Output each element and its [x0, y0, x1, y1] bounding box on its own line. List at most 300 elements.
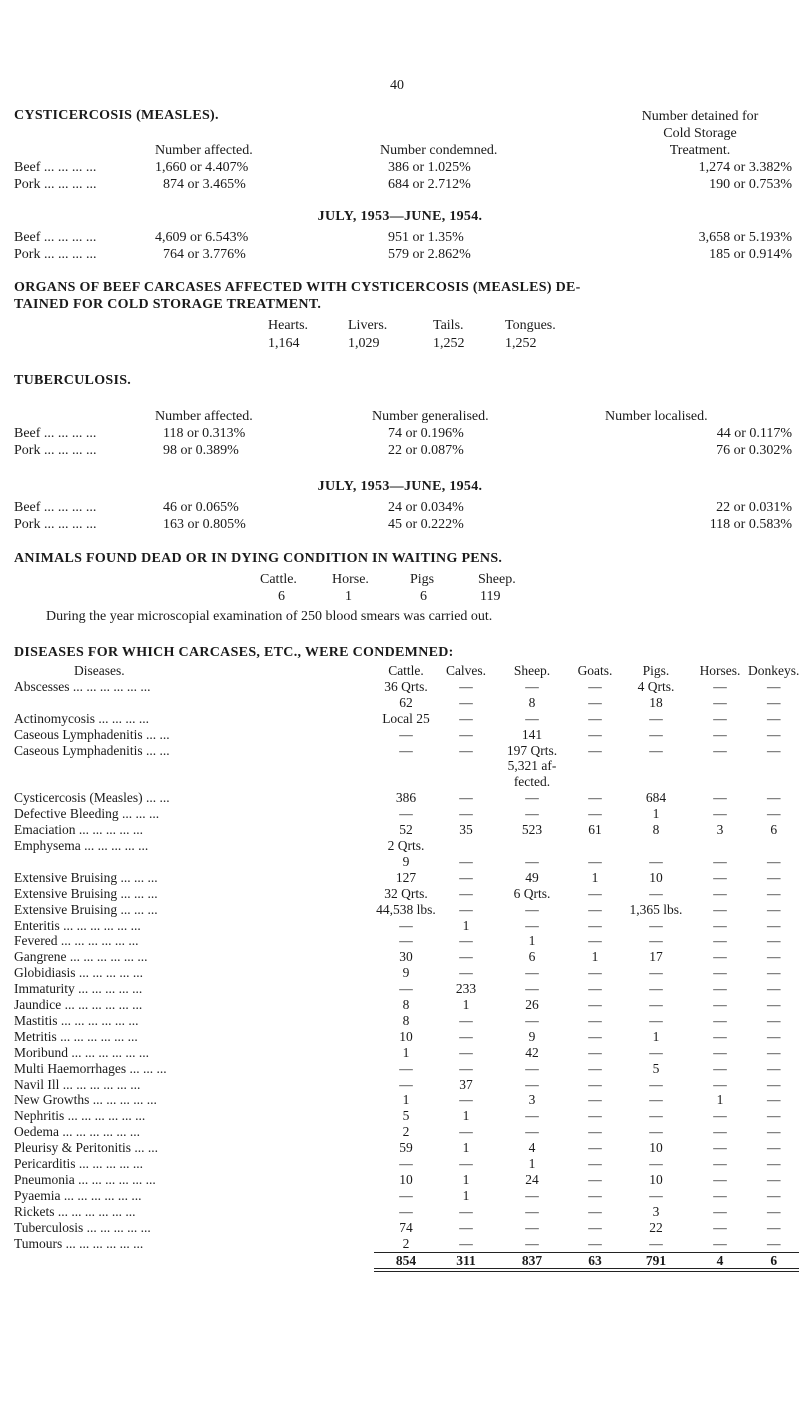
disease-value-cell: — [713, 949, 727, 965]
disease-value-cell: 6 [770, 822, 778, 838]
disease-value-cell [748, 838, 799, 854]
disease-value-cell: — [766, 1044, 781, 1060]
disease-value-cell: — [399, 1203, 413, 1219]
disease-value-cell: — [459, 869, 473, 885]
organ-label: Tongues. [505, 318, 556, 333]
table-row [14, 774, 799, 790]
disease-value-cell: — [399, 1076, 413, 1092]
disease-value-cell: — [459, 853, 473, 869]
cysticercosis-heading: CYSTICERCOSIS (MEASLES). [14, 108, 219, 123]
disease-value-cell: 1 [528, 1156, 536, 1172]
table-row [14, 711, 799, 727]
disease-value-cell: — [649, 726, 663, 742]
disease-value-cell [692, 838, 748, 854]
disease-value-cell [692, 774, 748, 790]
disease-value-cell: — [588, 1172, 602, 1187]
disease-value-cell: — [588, 1012, 602, 1028]
disease-value-cell: — [588, 1028, 602, 1044]
disease-value-cell: — [588, 1124, 602, 1140]
disease-value-cell: 74 [399, 1219, 413, 1235]
col-detained-3: Treatment. [669, 143, 731, 158]
table-row [14, 1172, 799, 1188]
disease-value-cell: 37 [459, 1076, 473, 1092]
disease-name-cell: Navil Ill ... ... ... ... ... ... [14, 1076, 141, 1092]
table-row [14, 870, 799, 886]
disease-value-cell: — [459, 678, 473, 694]
col-detained-2: Cold Storage [663, 126, 737, 141]
disease-value-cell: — [713, 981, 727, 997]
disease-name-cell: Tuberculosis ... ... ... ... ... [14, 1219, 151, 1235]
disease-value-cell: — [766, 1140, 781, 1156]
disease-name-cell: Caseous Lymphadenitis ... ... [14, 726, 170, 742]
row-detained: 185 or 0.914% [709, 247, 792, 262]
disease-value-cell: — [459, 1219, 473, 1235]
table-row [14, 790, 799, 806]
disease-value-cell: Sheep. [513, 663, 551, 678]
disease-value-cell: 36 Qrts. [384, 678, 428, 694]
disease-value-cell: 22 [649, 1219, 663, 1235]
disease-value-cell: — [399, 806, 413, 822]
disease-value-cell: — [588, 965, 602, 981]
table-row [14, 1077, 799, 1093]
disease-value-cell: 1 [591, 949, 599, 965]
disease-value-cell: 42 [525, 1044, 539, 1060]
disease-value-cell: 10 [649, 869, 663, 885]
disease-value-cell: — [525, 1124, 539, 1140]
row-generalised: 45 or 0.222% [388, 517, 464, 532]
row-affected: 764 or 3.776% [163, 247, 246, 262]
blood-smear-note: During the year microscopial examination of 250 blood smears was carried out. [46, 609, 493, 624]
row-generalised: 74 or 0.196% [388, 426, 464, 441]
disease-value-cell: — [459, 1156, 473, 1172]
disease-value-cell: — [588, 1044, 602, 1060]
disease-name-cell: Multi Haemorrhages ... ... ... [14, 1060, 167, 1076]
disease-value-cell: — [588, 901, 602, 917]
table-row [14, 1220, 799, 1236]
disease-value-cell: 1 [402, 1092, 410, 1108]
disease-value-cell [748, 758, 799, 774]
disease-value-cell [570, 758, 620, 774]
disease-value-cell: — [713, 917, 727, 933]
table-row [14, 1061, 799, 1077]
disease-value-cell: — [766, 1076, 781, 1092]
table-row [14, 1156, 799, 1172]
disease-value-cell: 9 [402, 853, 410, 869]
disease-value-cell: — [713, 1235, 727, 1251]
disease-value-cell: Donkeys. [748, 663, 800, 678]
disease-value-cell: — [459, 694, 473, 710]
row-label: Pork ... ... ... ... [14, 177, 97, 192]
disease-value-cell: — [588, 1203, 602, 1219]
disease-value-cell: 4 Qrts. [637, 678, 675, 694]
disease-value-cell: — [766, 1060, 781, 1076]
disease-value-cell: Calves. [445, 663, 487, 678]
disease-value-cell: — [713, 710, 727, 726]
disease-value-cell: — [399, 1187, 413, 1203]
disease-value-cell: 6 [748, 1252, 799, 1270]
disease-value-cell: — [766, 710, 781, 726]
diseases-table [14, 663, 799, 1272]
row-condemned: 579 or 2.862% [388, 247, 471, 262]
row-affected: 4,609 or 6.543% [155, 230, 249, 245]
disease-value-cell: 1,365 lbs. [629, 901, 683, 917]
disease-value-cell: 2 [402, 1124, 410, 1140]
disease-value-cell: 18 [649, 694, 663, 710]
disease-value-cell: 52 [399, 822, 413, 838]
disease-value-cell: — [766, 965, 781, 981]
disease-value-cell: — [525, 981, 539, 997]
diseases-totals-row [14, 1252, 799, 1270]
disease-value-cell: — [459, 965, 473, 981]
disease-value-cell: — [588, 1219, 602, 1235]
disease-name-cell: Pneumonia ... ... ... ... ... ... [14, 1172, 156, 1187]
disease-value-cell: — [766, 869, 781, 885]
tb-col-generalised: Number generalised. [372, 409, 489, 424]
disease-name-cell: Fevered ... ... ... ... ... ... [14, 933, 139, 949]
disease-value-cell: — [766, 694, 781, 710]
disease-value-cell: — [399, 1156, 413, 1172]
disease-value-cell: 44,538 lbs. [376, 901, 436, 917]
disease-name-cell: Rickets ... ... ... ... ... ... [14, 1203, 136, 1219]
disease-value-cell: 26 [525, 997, 539, 1013]
disease-value-cell: — [649, 853, 663, 869]
disease-value-cell: — [649, 1108, 663, 1124]
row-detained: 190 or 0.753% [709, 177, 792, 192]
disease-value-cell: 1 [591, 869, 599, 885]
disease-value-cell: — [649, 742, 663, 758]
table-row [14, 1204, 799, 1220]
disease-value-cell: — [766, 1172, 781, 1187]
disease-value-cell: — [649, 1235, 663, 1251]
disease-value-cell: — [766, 1203, 781, 1219]
disease-name-cell [14, 758, 374, 774]
disease-value-cell: — [525, 1187, 539, 1203]
disease-value-cell: — [649, 1124, 663, 1140]
animal-label: Horse. [332, 572, 369, 587]
disease-value-cell: — [713, 1044, 727, 1060]
organs-heading-1: ORGANS OF BEEF CARCASES AFFECTED WITH CYSTICERCOSIS (MEASLES) DE- [14, 280, 581, 295]
dead-animals-heading: ANIMALS FOUND DEAD OR IN DYING CONDITION IN WAITING PENS. [14, 551, 503, 566]
disease-value-cell: — [766, 726, 781, 742]
animal-label: Pigs [410, 572, 435, 587]
disease-value-cell: 10 [649, 1172, 663, 1187]
disease-value-cell: — [525, 965, 539, 981]
disease-value-cell: — [399, 742, 413, 758]
disease-value-cell: 8 [528, 694, 536, 710]
disease-value-cell: Local 25 [382, 710, 430, 726]
disease-value-cell: — [713, 806, 727, 822]
disease-value-cell: — [766, 742, 781, 758]
table-row [14, 1188, 799, 1204]
animal-value: 1 [345, 589, 352, 604]
table-row [14, 806, 799, 822]
disease-name-cell: Pericarditis ... ... ... ... ... [14, 1156, 143, 1172]
disease-value-cell: — [649, 997, 663, 1013]
col-affected: Number affected. [155, 143, 253, 158]
disease-name-cell: Emaciation ... ... ... ... ... [14, 822, 143, 838]
disease-value-cell: — [766, 678, 781, 694]
disease-value-cell: — [588, 1156, 602, 1172]
disease-value-cell [494, 838, 570, 854]
disease-value-cell [570, 774, 620, 790]
disease-value-cell: — [525, 853, 539, 869]
tb-col-affected: Number affected. [155, 409, 253, 424]
disease-value-cell: — [649, 710, 663, 726]
disease-value-cell: 8 [402, 997, 410, 1013]
disease-value-cell: — [588, 694, 602, 710]
page-number: 40 [390, 78, 404, 93]
disease-value-cell: 523 [521, 822, 543, 838]
organ-value: 1,252 [505, 336, 537, 351]
disease-value-cell: 62 [399, 694, 413, 710]
disease-value-cell: 3 [716, 822, 724, 838]
disease-value-cell: — [459, 1124, 473, 1140]
disease-value-cell: — [766, 917, 781, 933]
disease-value-cell: 9 [528, 1028, 536, 1044]
disease-value-cell: — [649, 1076, 663, 1092]
disease-value-cell [374, 758, 438, 774]
disease-value-cell: — [766, 885, 781, 901]
disease-value-cell: — [525, 901, 539, 917]
disease-value-cell: 791 [620, 1252, 692, 1270]
disease-value-cell: — [766, 1156, 781, 1172]
disease-value-cell: — [459, 1060, 473, 1076]
table-row [14, 981, 799, 997]
row-affected: 874 or 3.465% [163, 177, 246, 192]
disease-value-cell: — [459, 933, 473, 949]
disease-value-cell: 3 [652, 1203, 660, 1219]
disease-name-cell: Actinomycosis ... ... ... ... [14, 710, 149, 726]
disease-value-cell: — [588, 1187, 602, 1203]
disease-value-cell: — [588, 806, 602, 822]
disease-value-cell: 311 [438, 1252, 494, 1270]
disease-value-cell: — [525, 917, 539, 933]
disease-value-cell: — [588, 678, 602, 694]
table-row [14, 727, 799, 743]
row-label: Pork ... ... ... ... [14, 247, 97, 262]
disease-value-cell: 1 [462, 1187, 470, 1203]
disease-value-cell: — [766, 853, 781, 869]
disease-name-cell: Extensive Bruising ... ... ... [14, 885, 158, 901]
disease-value-cell [620, 758, 692, 774]
disease-value-cell: — [713, 726, 727, 742]
disease-value-cell: — [766, 806, 781, 822]
disease-value-cell: — [713, 997, 727, 1013]
tuberculosis-heading: TUBERCULOSIS. [14, 373, 132, 388]
disease-value-cell: 1 [462, 1108, 470, 1124]
disease-value-cell: — [588, 997, 602, 1013]
table-row [14, 854, 799, 870]
disease-name-cell [14, 1252, 374, 1270]
disease-value-cell: — [525, 1108, 539, 1124]
disease-value-cell: — [459, 790, 473, 806]
disease-value-cell: fected. [513, 774, 551, 790]
disease-value-cell: 6 [528, 949, 536, 965]
disease-value-cell: 1 [462, 1172, 470, 1187]
disease-value-cell: — [766, 1012, 781, 1028]
disease-value-cell: — [713, 965, 727, 981]
row-affected: 98 or 0.389% [163, 443, 239, 458]
row-condemned: 386 or 1.025% [388, 160, 471, 175]
table-row [14, 886, 799, 902]
disease-name-cell: Caseous Lymphadenitis ... ... [14, 742, 170, 758]
disease-value-cell: 233 [455, 981, 477, 997]
disease-value-cell: — [713, 869, 727, 885]
disease-value-cell: — [459, 710, 473, 726]
disease-value-cell: 4 [692, 1252, 748, 1270]
organ-value: 1,029 [348, 336, 380, 351]
table-row [14, 1236, 799, 1252]
table-row [14, 965, 799, 981]
animal-label: Cattle. [260, 572, 297, 587]
row-detained: 1,274 or 3.382% [698, 160, 792, 175]
disease-value-cell: — [713, 694, 727, 710]
disease-value-cell: — [713, 1060, 727, 1076]
animal-label: Sheep. [478, 572, 516, 587]
disease-value-cell: — [588, 790, 602, 806]
disease-value-cell [692, 758, 748, 774]
disease-value-cell: 49 [525, 869, 539, 885]
diseases-heading: DISEASES FOR WHICH CARCASES, ETC., WERE CONDEMNED: [14, 645, 454, 660]
disease-value-cell: — [713, 1108, 727, 1124]
disease-value-cell: — [588, 1060, 602, 1076]
disease-value-cell: — [713, 1012, 727, 1028]
row-localised: 22 or 0.031% [716, 500, 792, 515]
disease-name-cell: Jaundice ... ... ... ... ... ... [14, 997, 143, 1013]
disease-value-cell: — [525, 710, 539, 726]
disease-value-cell: 10 [649, 1140, 663, 1156]
table-row [14, 933, 799, 949]
disease-value-cell [438, 758, 494, 774]
disease-name-cell [14, 695, 374, 711]
table-row [14, 1013, 799, 1029]
disease-value-cell: — [588, 1140, 602, 1156]
disease-name-cell: Diseases. [74, 663, 125, 678]
disease-value-cell: 854 [374, 1252, 438, 1270]
disease-value-cell: 2 [402, 1235, 410, 1251]
disease-name-cell: Cysticercosis (Measles) ... ... [14, 790, 170, 806]
disease-value-cell: — [713, 853, 727, 869]
cysticercosis-period: JULY, 1953—JUNE, 1954. [317, 209, 483, 224]
disease-value-cell: — [588, 710, 602, 726]
row-affected: 1,660 or 4.407% [155, 160, 249, 175]
row-generalised: 24 or 0.034% [388, 500, 464, 515]
disease-value-cell: — [525, 790, 539, 806]
disease-value-cell: 1 [462, 1140, 470, 1156]
organ-label: Hearts. [268, 318, 309, 333]
row-affected: 118 or 0.313% [163, 426, 246, 441]
disease-value-cell: — [649, 885, 663, 901]
row-condemned: 951 or 1.35% [388, 230, 464, 245]
disease-value-cell: — [588, 742, 602, 758]
disease-value-cell: Cattle. [388, 663, 424, 678]
col-detained-1: Number detained for [641, 109, 759, 124]
disease-value-cell: — [525, 806, 539, 822]
table-row [14, 918, 799, 934]
table-row [14, 1124, 799, 1140]
row-localised: 76 or 0.302% [716, 443, 792, 458]
animal-value: 119 [480, 589, 501, 604]
disease-value-cell: — [588, 981, 602, 997]
disease-value-cell: 1 [528, 933, 536, 949]
disease-value-cell: — [713, 1076, 727, 1092]
row-condemned: 684 or 2.712% [388, 177, 471, 192]
organ-value: 1,164 [268, 336, 300, 351]
diseases-header-row [14, 663, 799, 679]
disease-value-cell: — [459, 885, 473, 901]
organ-label: Livers. [348, 318, 388, 333]
organ-label: Tails. [433, 318, 464, 333]
disease-value-cell [570, 838, 620, 854]
table-row [14, 1092, 799, 1108]
disease-value-cell: — [525, 1060, 539, 1076]
disease-name-cell: Moribund ... ... ... ... ... ... [14, 1044, 149, 1060]
disease-value-cell: 1 [652, 1028, 660, 1044]
disease-value-cell: 10 [399, 1172, 413, 1187]
disease-value-cell: — [588, 933, 602, 949]
disease-value-cell: Goats. [577, 663, 613, 678]
disease-value-cell: 4 [528, 1140, 536, 1156]
disease-value-cell: — [588, 917, 602, 933]
disease-value-cell: 10 [399, 1028, 413, 1044]
disease-value-cell: — [525, 1076, 539, 1092]
disease-value-cell: — [459, 726, 473, 742]
row-generalised: 22 or 0.087% [388, 443, 464, 458]
row-label: Beef ... ... ... ... [14, 230, 97, 245]
disease-name-cell [14, 854, 374, 870]
table-row [14, 1140, 799, 1156]
table-row [14, 679, 799, 695]
table-row [14, 1029, 799, 1045]
disease-value-cell: — [459, 1203, 473, 1219]
row-label: Beef ... ... ... ... [14, 500, 97, 515]
disease-value-cell: — [766, 901, 781, 917]
disease-value-cell: — [399, 917, 413, 933]
table-row [14, 822, 799, 838]
disease-value-cell: — [713, 1203, 727, 1219]
disease-value-cell: — [713, 1028, 727, 1044]
disease-value-cell: — [766, 949, 781, 965]
organ-value: 1,252 [433, 336, 465, 351]
disease-name-cell [14, 774, 374, 790]
disease-value-cell: 837 [494, 1252, 570, 1270]
disease-value-cell: — [649, 917, 663, 933]
disease-value-cell: — [588, 1092, 602, 1108]
disease-value-cell: 2 Qrts. [387, 837, 425, 853]
disease-value-cell: 197 Qrts. [506, 742, 558, 758]
disease-value-cell: — [713, 790, 727, 806]
disease-value-cell: 684 [645, 790, 667, 806]
disease-value-cell: — [525, 678, 539, 694]
row-localised: 44 or 0.117% [716, 426, 792, 441]
disease-value-cell: 5 [402, 1108, 410, 1124]
disease-value-cell: 6 Qrts. [513, 885, 551, 901]
disease-name-cell: Nephritis ... ... ... ... ... ... [14, 1108, 146, 1124]
disease-name-cell: Immaturity ... ... ... ... ... [14, 981, 143, 997]
disease-value-cell: — [713, 1156, 727, 1172]
table-row [14, 695, 799, 711]
disease-value-cell: — [766, 933, 781, 949]
disease-name-cell: Tumours ... ... ... ... ... ... [14, 1235, 144, 1251]
disease-value-cell: — [588, 1235, 602, 1251]
disease-value-cell: — [459, 1028, 473, 1044]
disease-value-cell: — [525, 1203, 539, 1219]
disease-value-cell: — [713, 678, 727, 694]
disease-value-cell: 1 [402, 1044, 410, 1060]
disease-value-cell: — [399, 726, 413, 742]
disease-value-cell: — [588, 1108, 602, 1124]
disease-value-cell: — [649, 1156, 663, 1172]
